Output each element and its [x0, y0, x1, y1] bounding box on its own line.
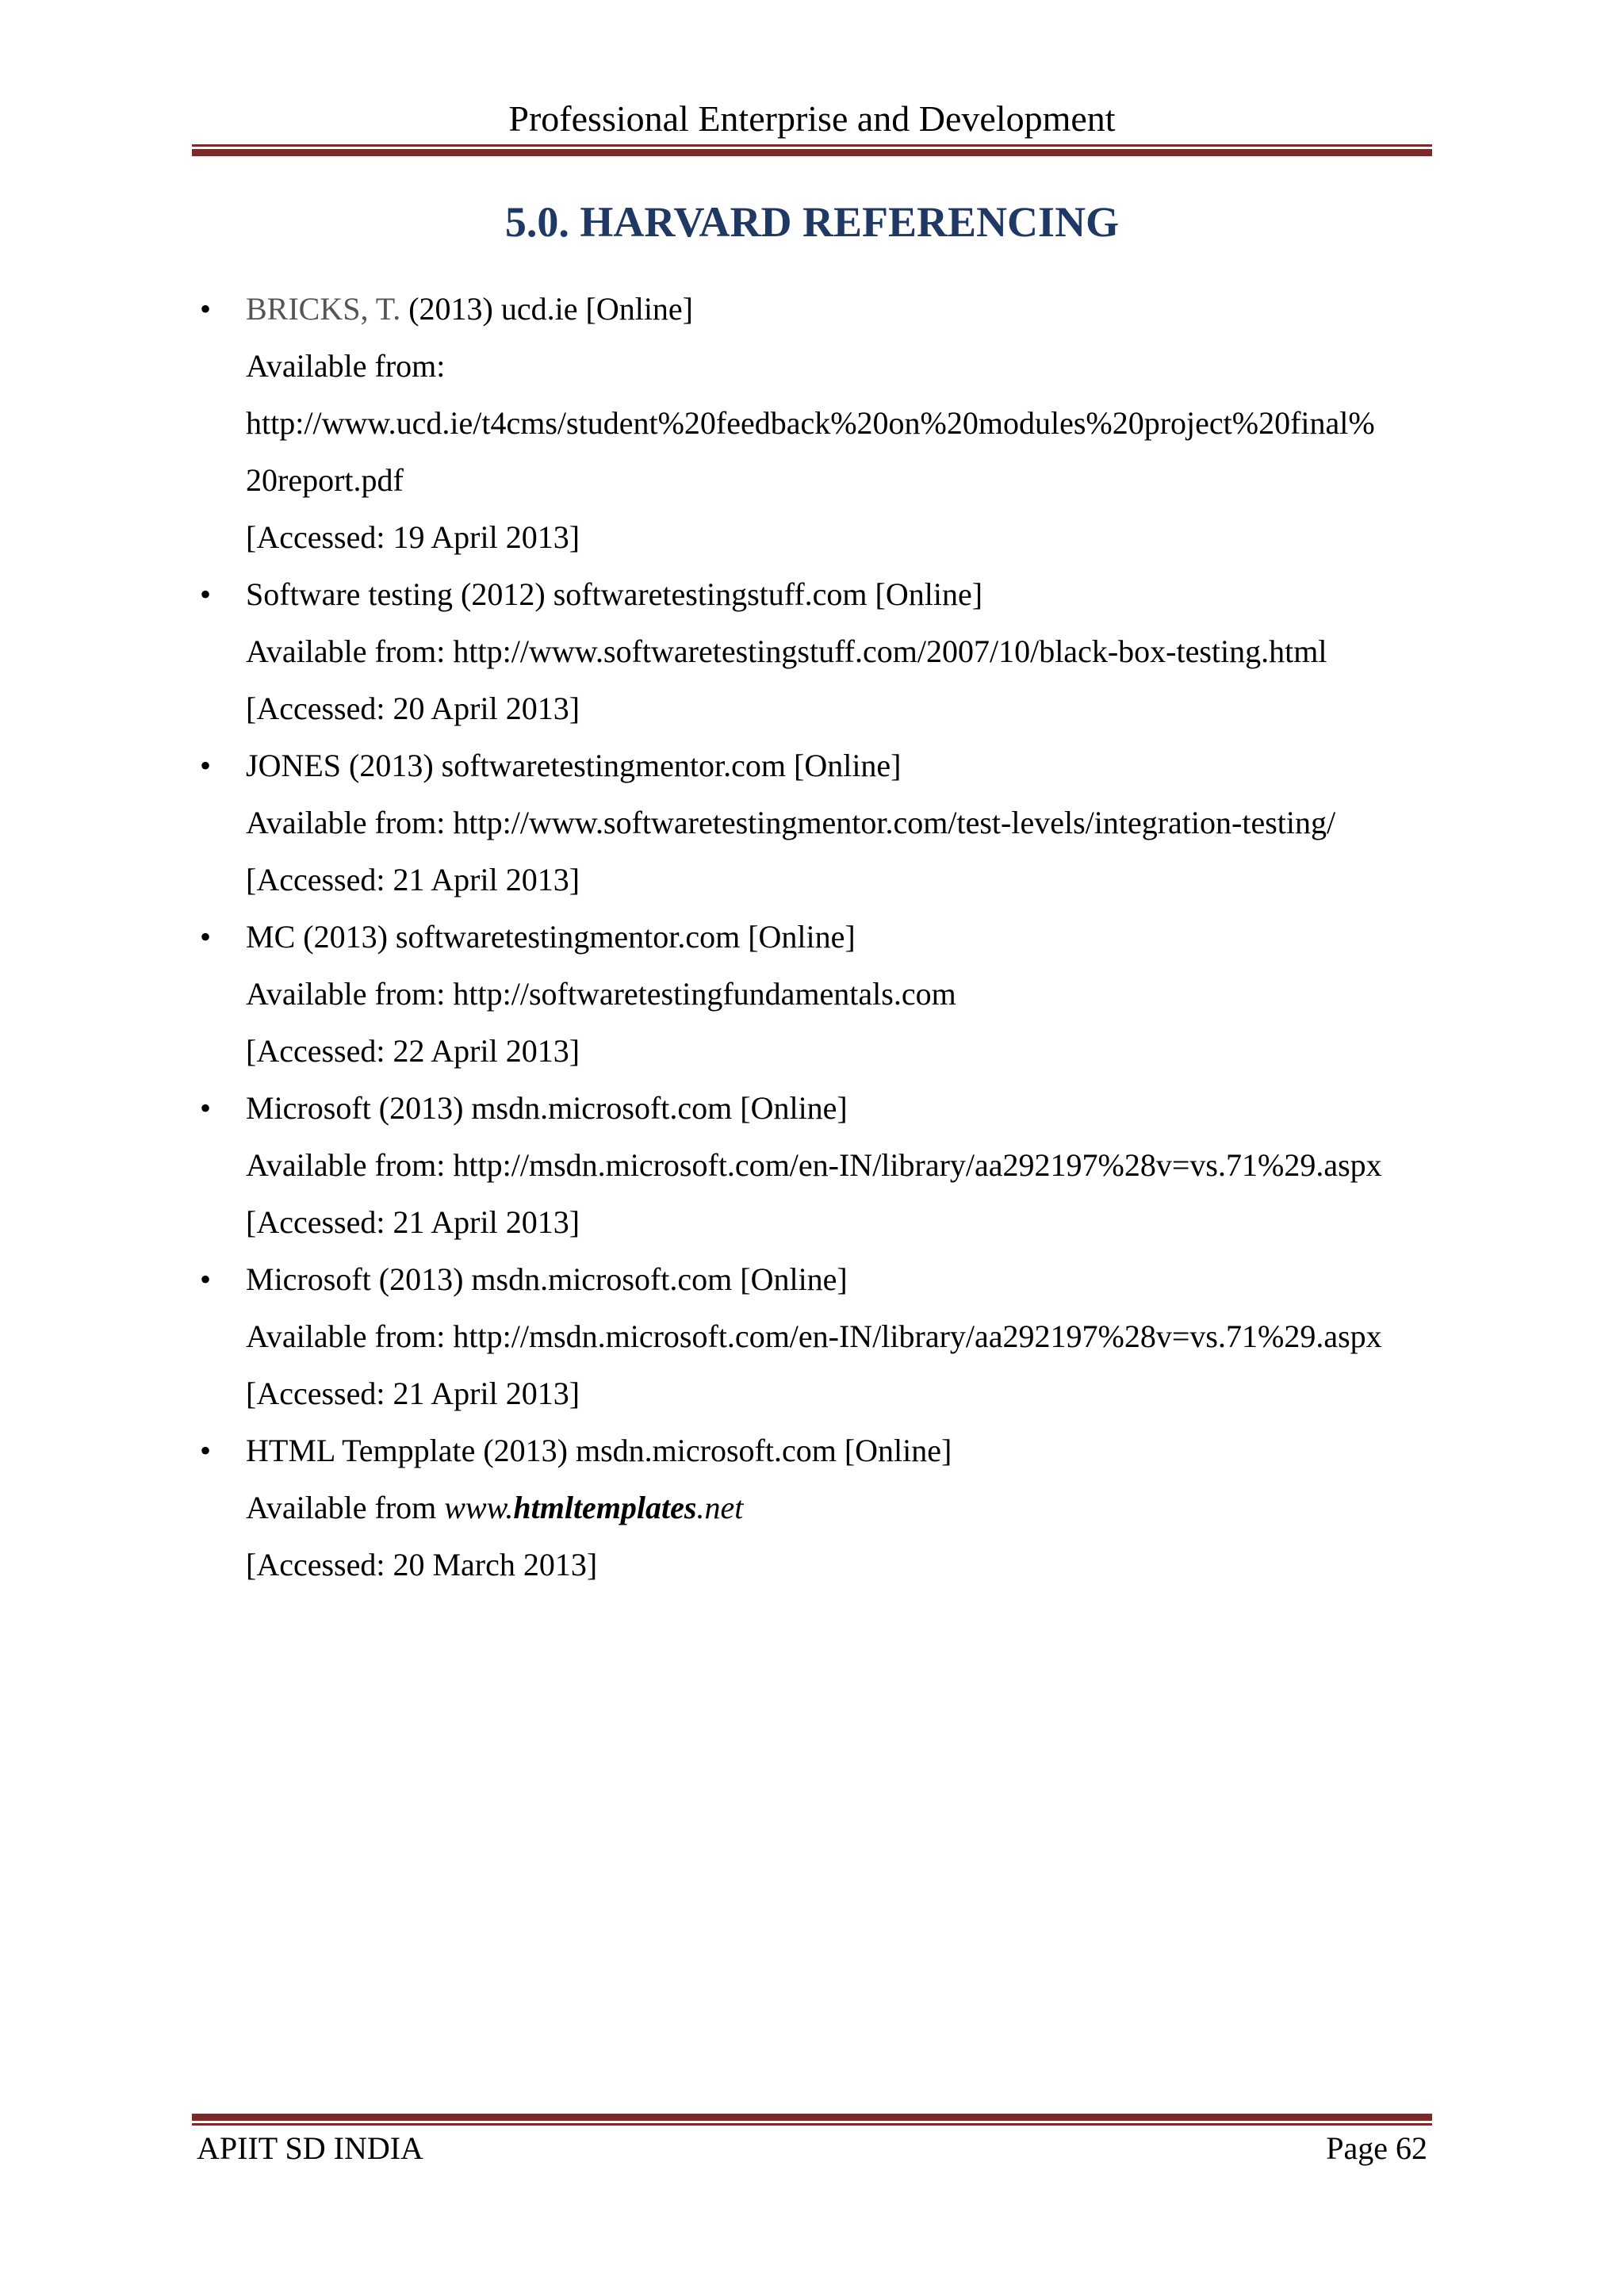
reference-accessed: [Accessed: 21 April 2013] — [246, 1204, 580, 1240]
bullet-icon: • — [200, 748, 212, 783]
reference-item — [192, 281, 1437, 566]
reference-accessed: [Accessed: 22 April 2013] — [246, 1033, 580, 1069]
reference-citation: softwaretestingstuff.com [Online] — [553, 576, 983, 612]
reference-item — [192, 1422, 1437, 1594]
reference-available — [246, 1479, 1437, 1536]
reference-title: Microsoft (2013) msdn.microsoft.com [Online] — [246, 1090, 848, 1126]
reference-link-bold: htmltemplates — [513, 1490, 697, 1525]
bullet-icon: • — [200, 1433, 212, 1468]
header-rule-thin — [192, 144, 1432, 147]
reference-available: Available from: http://msdn.microsoft.com/en-IN/library/aa292197%28v=vs.71%29.aspx — [246, 1147, 1382, 1183]
reference-available: Available from: http://www.softwaretestingmentor.com/test-levels/integration-testing/ — [246, 805, 1336, 840]
footer-rule-thick — [192, 2114, 1432, 2121]
reference-available-label: Available from — [246, 1490, 445, 1525]
reference-item — [192, 566, 1437, 737]
reference-url-line-1: http://www.ucd.ie/t4cms/student%20feedback%20on%20modules%20project%20final% — [246, 405, 1375, 441]
reference-item — [192, 1251, 1437, 1422]
reference-accessed: [Accessed: 20 April 2013] — [246, 691, 580, 726]
page-header-title: Professional Enterprise and Development — [508, 98, 1116, 139]
reference-item — [192, 909, 1437, 1080]
section-heading: 5.0. HARVARD REFERENCING — [504, 198, 1120, 246]
reference-accessed: [Accessed: 20 March 2013] — [246, 1547, 598, 1582]
reference-accessed: [Accessed: 21 April 2013] — [246, 1376, 580, 1411]
reference-available: Available from: http://softwaretestingfundamentals.com — [246, 976, 956, 1012]
reference-title: Microsoft (2013) msdn.microsoft.com [Online] — [246, 1261, 848, 1297]
reference-accessed: [Accessed: 21 April 2013] — [246, 862, 580, 897]
footer-page-number: Page 62 — [1326, 2130, 1427, 2166]
reference-available: Available from: http://msdn.microsoft.com/en-IN/library/aa292197%28v=vs.71%29.aspx — [246, 1318, 1382, 1354]
reference-title — [246, 566, 1437, 623]
reference-title: MC (2013) softwaretestingmentor.com [Online] — [246, 919, 856, 955]
bullet-icon: • — [200, 919, 212, 955]
reference-link-prefix: www. — [444, 1490, 514, 1525]
reference-link-suffix: .net — [696, 1490, 744, 1525]
reference-title: HTML Tempplate (2013) msdn.microsoft.com [Online] — [246, 1433, 952, 1468]
bullet-icon: • — [200, 291, 212, 327]
reference-title — [246, 281, 1437, 338]
footer-rule-thin — [192, 2123, 1432, 2126]
reference-accessed: [Accessed: 19 April 2013] — [246, 519, 580, 555]
reference-author: Software testing (2012) — [246, 576, 553, 612]
reference-author: BRICKS, T. — [246, 291, 401, 327]
footer-organization: APIIT SD INDIA — [197, 2130, 423, 2166]
reference-list — [192, 281, 1437, 1594]
reference-item — [192, 1080, 1437, 1251]
reference-item — [192, 737, 1437, 909]
reference-url-line-2: 20report.pdf — [246, 462, 404, 498]
bullet-icon: • — [200, 576, 212, 612]
bullet-icon: • — [200, 1261, 212, 1297]
header-rule-thick — [192, 149, 1432, 156]
reference-available: Available from: http://www.softwaretestingstuff.com/2007/10/black-box-testing.html — [246, 633, 1327, 669]
bullet-icon: • — [200, 1090, 212, 1126]
reference-title: JONES (2013) softwaretestingmentor.com [Online] — [246, 748, 902, 783]
reference-citation: (2013) ucd.ie [Online] — [400, 291, 694, 327]
reference-available-label: Available from: — [246, 348, 446, 384]
